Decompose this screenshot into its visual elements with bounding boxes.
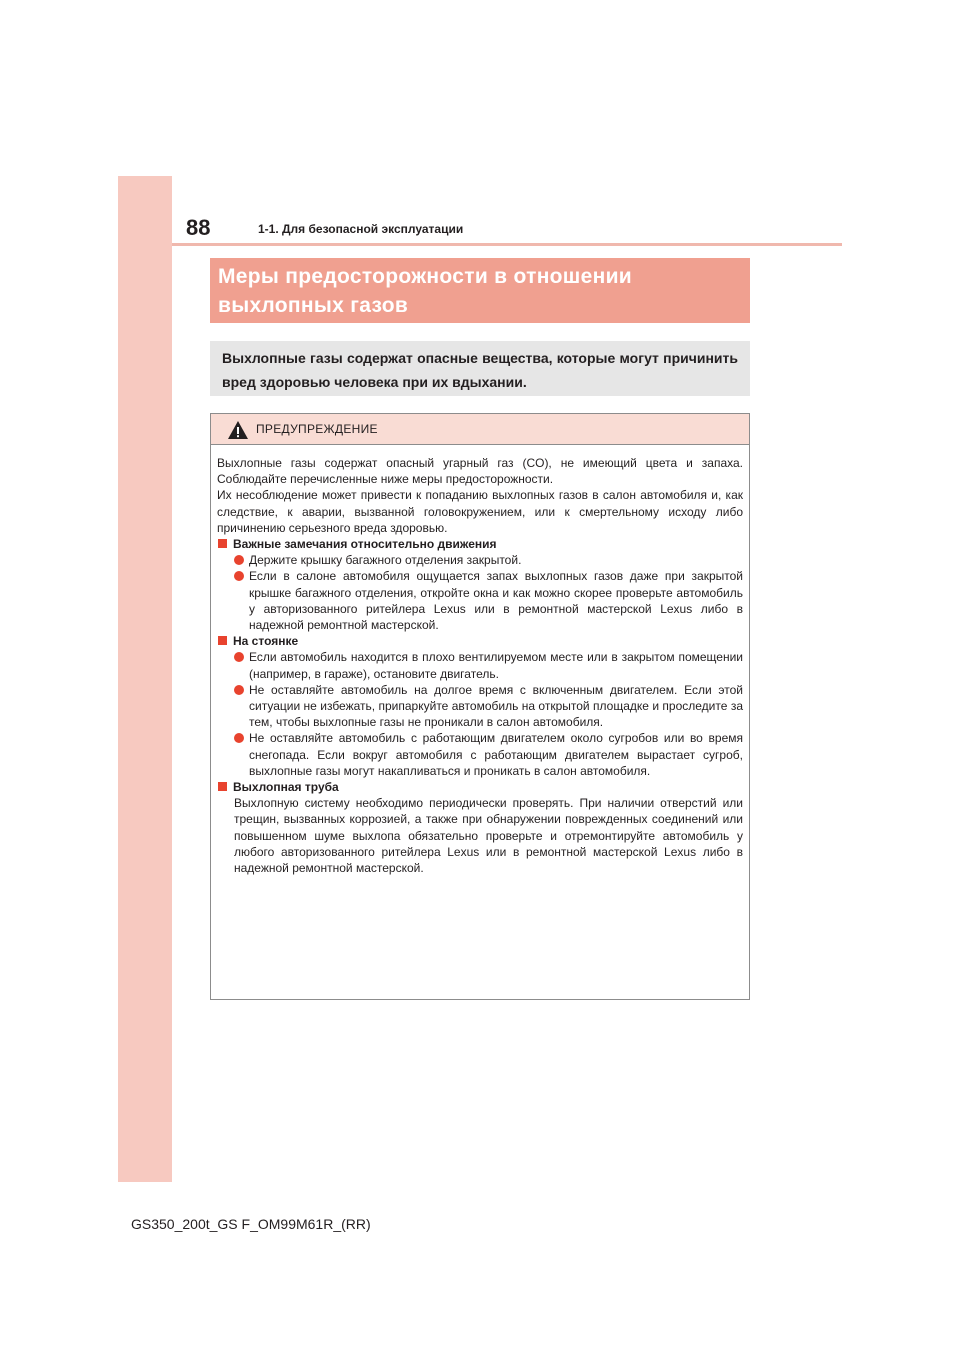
list-item: Если автомобиль находится в плохо вентилируемом месте или в закрытом помещении (например, в гараже), остановите двигатель.: [217, 649, 743, 681]
section-title-line2: выхлопных газов: [218, 294, 409, 317]
page-number: 88: [186, 215, 211, 240]
dot-bullet-icon: [234, 571, 244, 581]
warning-paragraph-1: Выхлопные газы содержат опасный угарный газ (CO), не имеющий цвета и запаха. Соблюдайте перечисленные ниже меры предосторожности.: [217, 456, 743, 487]
warning-title: ПРЕДУПРЕЖДЕНИЕ: [256, 422, 378, 436]
side-tab-strip: [118, 176, 172, 1182]
list-item: Держите крышку багажного отделения закрытой.: [217, 552, 743, 568]
exhaust-pipe-text: Выхлопную систему необходимо периодически проверять. При наличии отверстий или трещин, вызванных коррозией, а также при обнаружении поврежденных соединений или повышенном шуме выхлопа обязательно проверьте и отремонтируйте автомобиль у любого авторизованного ритейлера Lexus или в ремонтной мастерской Lexus либо в надежной ремонтной мастерской.: [234, 796, 743, 876]
square-bullet-icon: [218, 539, 227, 548]
warning-box: [210, 413, 750, 1000]
list-item: Не оставляйте автомобиль на долгое время с включенным двигателем. Если этой ситуации не избежать, припаркуйте автомобиль на открытой площадке и проследите за тем, чтобы выхлопные газы не проникали в салон автомобиля.: [217, 682, 743, 731]
header-divider: [172, 243, 842, 246]
square-bullet-icon: [218, 636, 227, 645]
warning-header: [211, 414, 749, 445]
section-heading-driving: Важные замечания относительно движения: [217, 536, 743, 552]
section-heading-exhaust-pipe: Выхлопная труба: [217, 779, 743, 795]
warning-paragraph-2: Их несоблюдение может привести к попаданию выхлопных газов в салон автомобиля и, как следствие, к аварии, вызванной головокружением, или к смертельному исходу либо причинению серьезного вреда здоровью.: [217, 488, 743, 535]
warning-triangle-icon: [227, 420, 249, 440]
list-item: Если в салоне автомобиля ощущается запах выхлопных газов даже при закрытой крышке багажного отделения, откройте окна и как можно скорее проверьте автомобиль у авторизованного ритейлера Lexus или в ремонтной мастерской Lexus либо в надежной ремонтной мастерской.: [217, 568, 743, 633]
dot-bullet-icon: [234, 733, 244, 743]
section-title-line1: Меры предосторожности в отношении: [218, 265, 632, 288]
intro-summary: Выхлопные газы содержат опасные вещества, которые могут причинить вред здоровью человека при их вдыхании.: [210, 341, 750, 396]
document-code-footer: GS350_200t_GS F_OM99M61R_(RR): [131, 1216, 371, 1232]
dot-bullet-icon: [234, 652, 244, 662]
running-head: 1-1. Для безопасной эксплуатации: [258, 222, 464, 236]
dot-bullet-icon: [234, 555, 244, 565]
section-title-band: [210, 258, 750, 323]
warning-body: [211, 445, 749, 876]
dot-bullet-icon: [234, 685, 244, 695]
square-bullet-icon: [218, 782, 227, 791]
list-item: Не оставляйте автомобиль с работающим двигателем около сугробов или во время снегопада. Если вокруг автомобиля с работающим двигателем вырастает сугроб, выхлопные газы могут накапливаться и проникать в салон автомобиля.: [217, 730, 743, 779]
section-heading-parking: На стоянке: [217, 633, 743, 649]
